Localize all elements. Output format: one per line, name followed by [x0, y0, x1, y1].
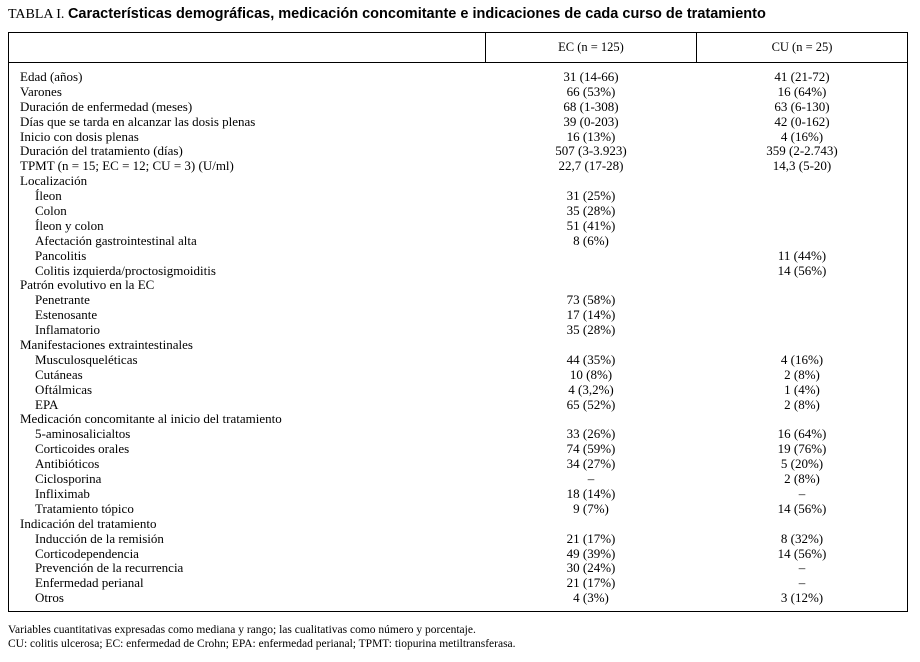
table-row — [9, 517, 907, 532]
ec-value: 66 (53%) — [566, 83, 616, 99]
table-row — [9, 338, 907, 353]
table-row — [9, 159, 907, 174]
ec-value: 73 (58%) — [566, 292, 616, 308]
table-row — [9, 561, 907, 576]
row-label: Inicio con dosis plenas — [20, 128, 139, 144]
cu-value: 8 (32%) — [780, 530, 824, 546]
cu-value: 4 (16%) — [780, 128, 824, 144]
table-row — [9, 174, 907, 189]
ec-value: 10 (8%) — [569, 366, 613, 382]
row-label: Corticodependencia — [35, 545, 139, 561]
row-label: Colitis izquierda/proctosigmoiditis — [35, 262, 216, 278]
ec-value: 34 (27%) — [566, 456, 616, 472]
header-label-column — [9, 33, 486, 62]
cu-value: 11 (44%) — [777, 247, 827, 263]
row-label: Otros — [35, 590, 64, 606]
row-label: Estenosante — [35, 307, 98, 323]
table-row — [9, 130, 907, 145]
ec-value: 65 (52%) — [566, 396, 616, 412]
cu-value: 1 (4%) — [784, 381, 820, 397]
ec-value: 68 (1-308) — [563, 98, 619, 114]
row-label: Antibióticos — [35, 456, 100, 472]
table-number: TABLA I. — [8, 7, 65, 22]
ec-value: 39 (0-203) — [563, 113, 619, 129]
table-body — [9, 70, 907, 606]
header-ec-column: EC (n = 125) — [486, 33, 697, 62]
row-label: Inflamatorio — [35, 322, 100, 338]
table-row — [9, 442, 907, 457]
ec-value: 31 (14-66) — [563, 69, 619, 84]
cu-value: 16 (64%) — [777, 426, 827, 442]
row-label: Corticoides orales — [35, 441, 130, 457]
ec-value: 22,7 (17-28) — [558, 158, 624, 174]
ec-value: 74 (59%) — [566, 441, 616, 457]
table-row — [9, 85, 907, 100]
cu-value: 16 (64%) — [777, 83, 827, 99]
table-row — [9, 427, 907, 442]
ec-value: 21 (17%) — [566, 575, 616, 591]
row-label: Cutáneas — [35, 366, 83, 382]
cu-value: 4 (16%) — [780, 351, 824, 367]
row-label: Ciclosporina — [35, 471, 102, 487]
ec-value: 4 (3%) — [573, 590, 609, 606]
table-row — [9, 457, 907, 472]
row-label: TPMT (n = 15; EC = 12; CU = 3) (U/ml) — [20, 158, 234, 174]
cu-value: 19 (76%) — [777, 441, 827, 457]
table-row — [9, 383, 907, 398]
table-row — [9, 204, 907, 219]
row-label: Íleon y colon — [35, 217, 104, 233]
row-label: Días que se tarda en alcanzar las dosis plenas — [20, 113, 256, 129]
table-row — [9, 219, 907, 234]
table-row — [9, 189, 907, 204]
ec-value: 9 (7%) — [573, 500, 609, 516]
ec-value: 35 (28%) — [566, 203, 616, 219]
table-row — [9, 144, 907, 159]
table-row — [9, 368, 907, 383]
row-label: Pancolitis — [35, 247, 87, 263]
ec-value: 31 (25%) — [566, 188, 616, 204]
table-row — [9, 264, 907, 279]
row-label: Edad (años) — [20, 69, 83, 84]
footnote-abbreviations: CU: colitis ulcerosa; EC: enfermedad de Crohn; EPA: enfermedad perianal; TPMT: tiopurina metiltransferasa. — [8, 638, 516, 650]
cu-value: 42 (0-162) — [774, 113, 830, 129]
row-label: Inducción de la remisión — [35, 530, 164, 546]
table-row — [9, 234, 907, 249]
footnote-definitions: Variables cuantitativas expresadas como mediana y rango; las cualitativas como número y porcentaje. — [8, 624, 476, 636]
cu-value: 3 (12%) — [780, 590, 824, 606]
ec-value: 17 (14%) — [566, 307, 616, 323]
ec-value: 51 (41%) — [566, 217, 616, 233]
cu-value: 14 (56%) — [777, 262, 827, 278]
cu-value: – — [798, 560, 806, 576]
row-label: Indicación del tratamiento — [20, 515, 157, 531]
row-label: Prevención de la recurrencia — [35, 560, 184, 576]
row-label: Íleon — [35, 188, 62, 204]
row-label: Penetrante — [35, 292, 90, 308]
row-label: Varones — [20, 83, 62, 99]
row-label: Enfermedad perianal — [35, 575, 144, 591]
table-header — [9, 33, 907, 63]
cu-value: 14,3 (5-20) — [772, 158, 832, 174]
row-label: Oftálmicas — [35, 381, 93, 397]
cu-value: 2 (8%) — [784, 396, 820, 412]
table-row — [9, 591, 907, 606]
table-row — [9, 532, 907, 547]
row-label: Colon — [35, 203, 67, 219]
ec-value: 21 (17%) — [566, 530, 616, 546]
table-row — [9, 249, 907, 264]
table-caption — [8, 6, 766, 23]
cu-value: 5 (20%) — [780, 456, 824, 472]
row-label: Duración del tratamiento (días) — [20, 143, 183, 159]
ec-value: 35 (28%) — [566, 322, 616, 338]
cu-value: – — [798, 485, 806, 501]
table-row — [9, 308, 907, 323]
table-row — [9, 576, 907, 591]
row-label: Manifestaciones extraintestinales — [20, 337, 193, 353]
table-row — [9, 398, 907, 413]
row-label: EPA — [35, 396, 59, 412]
ec-value: 30 (24%) — [566, 560, 616, 576]
table-row — [9, 115, 907, 130]
table-row — [9, 547, 907, 562]
ec-value: 18 (14%) — [566, 485, 616, 501]
row-label: Duración de enfermedad (meses) — [20, 98, 193, 114]
row-label: Musculosqueléticas — [35, 351, 138, 367]
ec-value: 16 (13%) — [566, 128, 616, 144]
row-label: Patrón evolutivo en la EC — [20, 277, 155, 293]
ec-value: – — [587, 471, 595, 487]
header-cu-column: CU (n = 25) — [771, 40, 833, 54]
row-label: 5-aminosalicialtos — [35, 426, 131, 442]
cu-value: 63 (6-130) — [774, 98, 830, 114]
ec-value: 33 (26%) — [566, 426, 616, 442]
row-label: Tratamiento tópico — [35, 500, 134, 516]
cu-value: 14 (56%) — [777, 500, 827, 516]
cu-value: 2 (8%) — [784, 471, 820, 487]
cu-value: 2 (8%) — [784, 366, 820, 382]
table-row — [9, 502, 907, 517]
ec-value: 8 (6%) — [573, 232, 609, 248]
table-row — [9, 472, 907, 487]
ec-value: 44 (35%) — [566, 351, 616, 367]
table-row — [9, 70, 907, 85]
ec-value: 4 (3,2%) — [568, 381, 614, 397]
data-table — [8, 32, 908, 612]
row-label: Medicación concomitante al inicio del tratamiento — [20, 411, 282, 427]
table-row — [9, 100, 907, 115]
table-row — [9, 278, 907, 293]
ec-value: 507 (3-3.923) — [555, 143, 627, 159]
row-label: Afectación gastrointestinal alta — [35, 232, 197, 248]
row-label: Infliximab — [35, 485, 90, 501]
table-title: Características demográficas, medicación concomitante e indicaciones de cada curso de tratamiento — [67, 6, 766, 22]
cu-value: 41 (21-72) — [774, 69, 830, 84]
row-label: Localización — [20, 173, 88, 189]
cu-value: – — [798, 575, 806, 591]
table-row — [9, 323, 907, 338]
cu-value: 14 (56%) — [777, 545, 827, 561]
table-row — [9, 353, 907, 368]
table-row — [9, 293, 907, 308]
cu-value: 359 (2-2.743) — [766, 143, 838, 159]
table-row — [9, 487, 907, 502]
ec-value: 49 (39%) — [566, 545, 616, 561]
table-row — [9, 412, 907, 427]
